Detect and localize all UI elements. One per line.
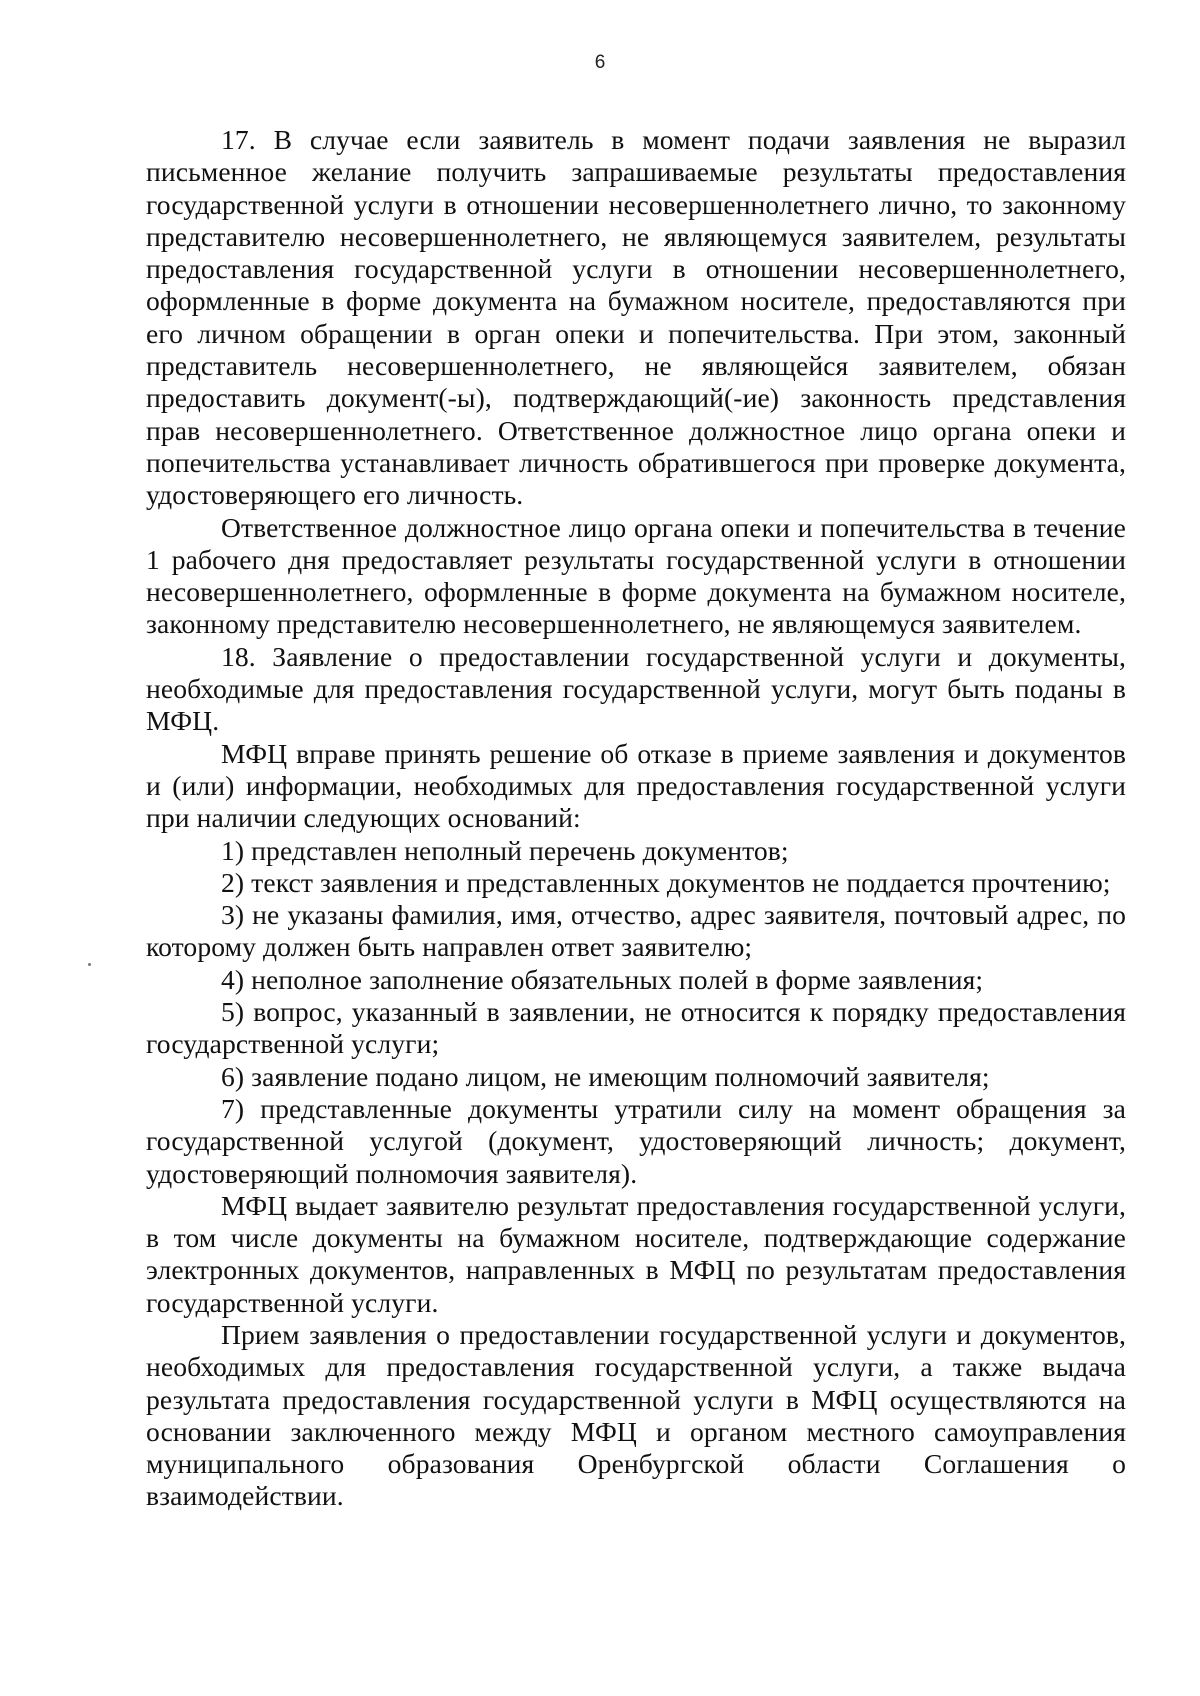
scan-artifact-dot: [88, 963, 91, 966]
paragraph-17-responsible-official: Ответственное должностное лицо органа опеки и попечительства в течение 1 рабочего дня предоставляет результаты государственной услуги в отношении несовершеннолетнего, оформленные в форме документа на бумажном носителе, законному представителю несовершеннолетнего, не являющемуся заявителем.: [146, 511, 1126, 640]
list-item-1: 1) представлен неполный перечень документов;: [221, 834, 789, 866]
paragraph-agreement: Прием заявления о предоставлении государственной услуги и документов, необходимых для предоставления государственной услуги, а также выдача результата предоставления государственной услуги в МФЦ осуществляются на основании заключенного между МФЦ и органом местного самоуправления муниципального образования Оренбургской области Соглашения о взаимодействии.: [146, 1318, 1126, 1512]
document-body: [146, 124, 1126, 1513]
list-item-3: 3) не указаны фамилия, имя, отчество, адрес заявителя, почтовый адрес, по которому должен быть направлен ответ заявителю;: [146, 899, 1126, 963]
paragraph-mfc-issues-result: МФЦ выдает заявителю результат предоставления государственной услуги, в том числе документы на бумажном носителе, подтверждающие содержание электронных документов, направленных в МФЦ по результатам предоставления государственной услуги.: [146, 1189, 1126, 1318]
paragraph-18-intro: 18. Заявление о предоставлении государственной услуги и документы, необходимые для предоставления государственной услуги, могут быть поданы в МФЦ.: [146, 640, 1126, 737]
list-item-6: 6) заявление подано лицом, не имеющим полномочий заявителя;: [221, 1060, 990, 1092]
list-item-7: 7) представленные документы утратили силу на момент обращения за государственной услугой (документ, удостоверяющий личность; документ, удостоверяющий полномочия заявителя).: [146, 1092, 1126, 1189]
list-item-5: 5) вопрос, указанный в заявлении, не относится к порядку предоставления государственной услуги;: [146, 996, 1126, 1060]
page-number: 6: [594, 52, 606, 73]
paragraph-17-intro: 17. В случае если заявитель в момент подачи заявления не выразил письменное желание получить запрашиваемые результаты предоставления государственной услуги в отношении несовершеннолетнего лично, то законному представителю несовершеннолетнего, не являющемуся заявителем, результаты предоставления государственной услуги в отношении несовершеннолетнего, оформленные в форме документа на бумажном носителе, предоставляются при его личном обращении в орган опеки и попечительства. При этом, законный представитель несовершеннолетнего, не являющейся заявителем, обязан предоставить документ(-ы), подтверждающий(-ие) законность представления прав несовершеннолетнего. Ответственное должностное лицо органа опеки и попечительства устанавливает личность обратившегося при проверке документа, удостоверяющего его личность.: [146, 124, 1126, 511]
list-item-4: 4) неполное заполнение обязательных полей в форме заявления;: [221, 963, 984, 995]
list-item-2: 2) текст заявления и представленных документов не поддается прочтению;: [221, 866, 1111, 898]
paragraph-mfc-refusal: МФЦ вправе принять решение об отказе в приеме заявления и документов и (или) информации, необходимых для предоставления государственной услуги при наличии следующих оснований:: [146, 737, 1126, 834]
